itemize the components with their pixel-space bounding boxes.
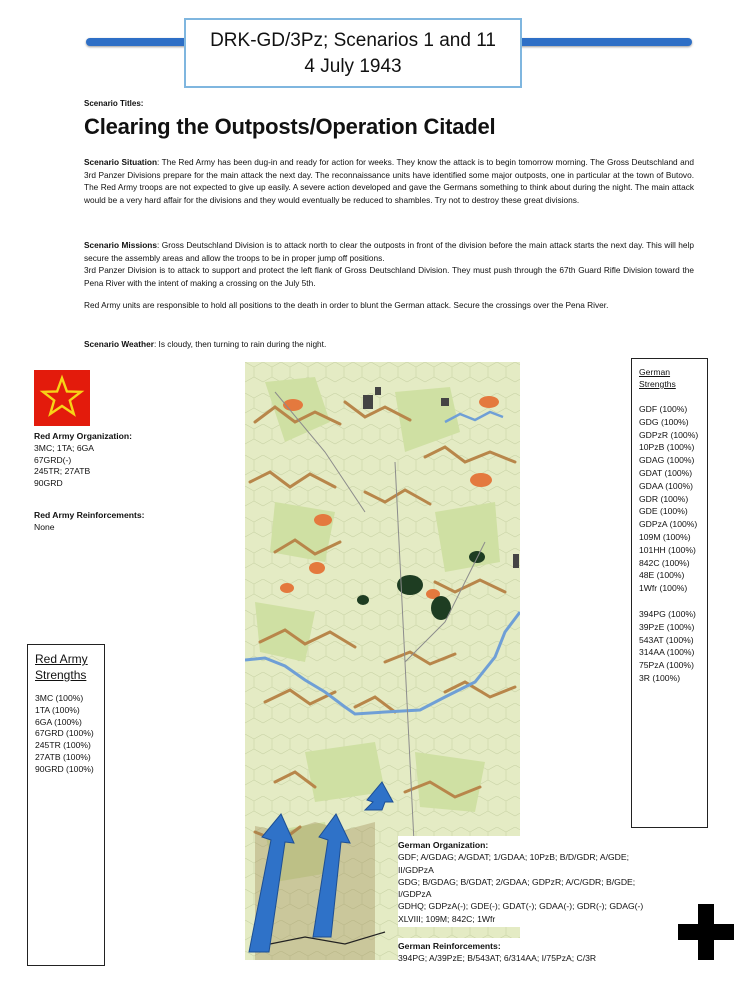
red-strength-item: 1TA (100%) [35, 704, 80, 715]
red-strength-item: 90GRD (100%) [35, 763, 94, 774]
german-strength-item: 543AT (100%) [639, 634, 694, 645]
german-strength-item: 314AA (100%) [639, 647, 695, 658]
red-strengths-title-line-1: Red Army [35, 652, 88, 666]
red-strength-item: 6GA (100%) [35, 716, 82, 727]
missions-text-2: 3rd Panzer Division is to attack to support and protect the left flank of Gross Deutschland Division. They must push through the 67th Guard Rifle Division toward the Pena River with the intent of making a crossing on the July 5th. [84, 265, 694, 288]
german-strength-item: GDAG (100%) [639, 455, 695, 466]
german-strength-item: GDR (100%) [639, 493, 689, 504]
scenario-weather [84, 338, 694, 351]
german-strength-item: 842C (100%) [639, 557, 690, 568]
german-strength-item: GDAA (100%) [639, 480, 693, 491]
german-org-label: German Organization: [398, 840, 489, 850]
situation-label: Scenario Situation [84, 157, 158, 167]
german-strength-item: GDAT (100%) [639, 467, 693, 478]
scenario-situation [84, 156, 694, 206]
red-strength-item: 67GRD (100%) [35, 728, 94, 739]
header-line-1: DRK-GD/3Pz; Scenarios 1 and 11 [210, 30, 496, 51]
red-org-label: Red Army Organization: [34, 431, 133, 441]
red-org-line: 90GRD [34, 478, 63, 489]
german-strength-item: GDE (100%) [639, 506, 688, 517]
red-org-line: 3MC; 1TA; 6GA [34, 442, 95, 453]
red-strength-item: 27ATB (100%) [35, 751, 91, 762]
german-strengths-title: German Strengths [639, 367, 676, 389]
german-strength-item: GDPzR (100%) [639, 429, 699, 440]
german-reinforcements [398, 938, 660, 965]
german-organization [398, 836, 660, 927]
red-org-line: 245TR; 27ATB [34, 466, 91, 477]
german-strength-item: GDG (100%) [639, 416, 689, 427]
page-title: Clearing the Outposts/Operation Citadel [84, 114, 496, 139]
german-org-line: GDHQ; GDPzA(-); GDE(-); GDAT(-); GDAA(-); GDR(-); GDAG(-) XLVIII; 109M; 842C; 1Wfr [398, 901, 644, 924]
german-strength-item: 1Wfr (100%) [639, 583, 688, 594]
scenario-missions [84, 239, 694, 289]
red-army-strengths-box [27, 644, 105, 966]
red-reinf-label: Red Army Reinforcements: [34, 510, 145, 520]
header-line-2: 4 July 1943 [304, 56, 402, 77]
missions-text-1: : Gross Deutschland Division is to attack north to clear the outposts in front of the division before the main attack starts the next day. This will help secure the assembly areas and allow the troops to be in proper jump off positions. [84, 240, 694, 263]
situation-text: : The Red Army has been dug-in and ready for action for weeks. They know the attack is to begin tomorrow morning. The Gross Deutschland and 3rd Panzer Divisions prepare for the main attack the next day. The reconnaissance units have identified some major outposts, one in particular at the town of Butovo. The Red Army troops are not expected to give up easily. A severe action developed and gave the Germans something to think about during the night. The main attack would be a very hard affair for the divisions and they would eventually be reduced to shambles. Try not to destroy these great divisions. [84, 157, 694, 205]
german-strength-item: 75PzA (100%) [639, 660, 694, 671]
red-strength-item: 3MC (100%) [35, 693, 84, 703]
german-strength-item: 10PzB (100%) [639, 442, 695, 453]
weather-label: Scenario Weather [84, 339, 154, 349]
german-strength-item: 394PG (100%) [639, 608, 696, 619]
german-strength-item: GDF (100%) [639, 404, 688, 414]
german-strength-item: 39PzE (100%) [639, 621, 695, 632]
red-army-organization [34, 431, 132, 490]
red-strength-item: 245TR (100%) [35, 740, 91, 751]
german-strength-item: 101HH (100%) [639, 544, 696, 555]
black-cross-icon [678, 904, 734, 960]
german-strengths-box [631, 358, 708, 828]
weather-text: : Is cloudy, then turning to rain during the night. [153, 339, 327, 349]
scenario-header-box [184, 18, 522, 88]
red-org-line: 67GRD(-) [34, 454, 72, 465]
german-strength-item: GDPzA (100%) [639, 519, 698, 530]
missions-label: Scenario Missions [84, 240, 157, 250]
red-strengths-title [35, 651, 104, 683]
german-reinf-label: German Reinforcements: [398, 941, 501, 951]
red-army-reinforcements [34, 510, 144, 534]
german-strength-item: 48E (100%) [639, 570, 685, 581]
red-strengths-title-line-2: Strengths [35, 668, 87, 682]
red-army-note: Red Army units are responsible to hold all positions to the death in order to blunt the German attack. Secure the crossings over the Pena River. [84, 300, 609, 310]
german-reinf-value: 394PG; A/39PzE; B/543AT; 6/314AA; I/75PzA; C/3R [398, 953, 597, 964]
german-strength-item: 3R (100%) [639, 672, 681, 683]
german-org-line: GDF; A/GDAG; A/GDAT; 1/GDAA; 10PzB; B/D/GDR; A/GDE; II/GDPzA [398, 852, 629, 875]
strength-group-gap [639, 595, 707, 608]
scenario-titles-label: Scenario Titles: [84, 99, 144, 108]
red-star-flag-icon [34, 370, 90, 426]
german-strength-item: 109M (100%) [639, 531, 691, 542]
red-reinf-value: None [34, 521, 55, 532]
german-org-line: GDG; B/GDAG; B/GDAT; 2/GDAA; GDPzR; A/C/GDR; B/GDE; I/GDPzA [398, 876, 636, 900]
